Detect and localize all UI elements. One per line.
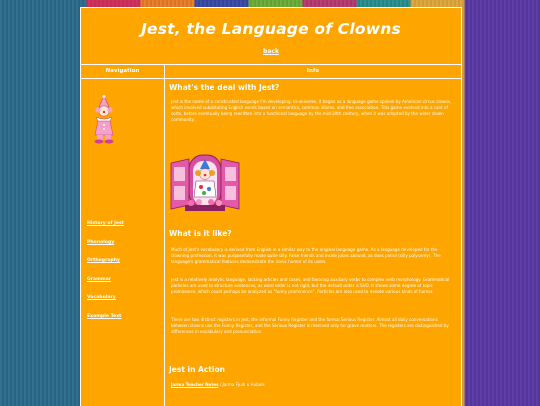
content-table	[81, 64, 461, 406]
nav-column-header: Navigation	[81, 65, 165, 79]
section-paragraph: There are two distinct registers in Jest, the informal Funny Register and the formal Serious Register. Almost all daily conversations between clowns use the Funny Register, and the Serious Register is reserved only for grave matters. The registers are distinguished by differences in vocabulary and pronunciation.	[171, 317, 449, 335]
nav-links	[87, 221, 124, 332]
back-link[interactable]: back	[263, 48, 279, 55]
section-heading-action: Jest in Action	[169, 365, 225, 374]
section-heading-deal: What's the deal with Jest?	[169, 83, 280, 92]
section-paragraph: Much of Jest's vocabulary is derived from English in a similar way to the original language game. As a language developed for the clowning profession, it was purposefully made quite silly. False friends and inside jokes abound, as does polisil (silly polysemy). The language's grammatical features demonstrate the ironic humor of its users.	[171, 247, 441, 265]
nav-link-grammar[interactable]: Grammar	[87, 276, 112, 282]
clown-window-illustration	[169, 151, 241, 219]
nav-link-orthography[interactable]: Orthography	[87, 258, 120, 263]
section-heading-like: What is it like?	[169, 229, 232, 238]
page-panel	[80, 7, 462, 406]
nav-link-phonology[interactable]: Phonology	[87, 239, 115, 245]
example-links	[171, 382, 453, 388]
navigation-column	[81, 79, 165, 406]
jarma-link-tail: / Jarma Fjudi o Hubals	[218, 382, 265, 387]
nav-link-history[interactable]: History of Jest	[87, 221, 124, 226]
jarma-teacher-notes-link[interactable]: Jarma Teacher Notes	[171, 382, 219, 387]
clown-illustration	[89, 95, 119, 145]
section-paragraph: Jest is a relatively analytic language, lacking articles and cases, and favoring auxiliary verbs to complex verb morphology. Grammatical particles are used to structure sentences, as word order is not rigid, but the default order is SVO. It shows some degree of topic prominence, which could perhaps be analyzed as "funny prominence". Particles are also used to denote various kinds of humor.	[171, 277, 450, 295]
page-title: Jest, the Language of Clowns	[141, 20, 401, 38]
info-column	[169, 79, 457, 406]
info-column-header: Info	[165, 65, 461, 79]
section-paragraph: Jest is the name of a constructed language I'm developing. In-universe, it began as a language game spoken by American circus clowns, which involved substituting English words based on semantics, common idioms, and free association. This game evolved into a cant of sorts, before eventually being rewritten into a functional language by the mid-20th century, when it was adopted by the wider clown community.	[171, 99, 452, 123]
nav-link-example-text[interactable]: Example Text	[87, 313, 122, 319]
nav-link-vocabulary[interactable]: Vocabulary	[87, 295, 116, 300]
